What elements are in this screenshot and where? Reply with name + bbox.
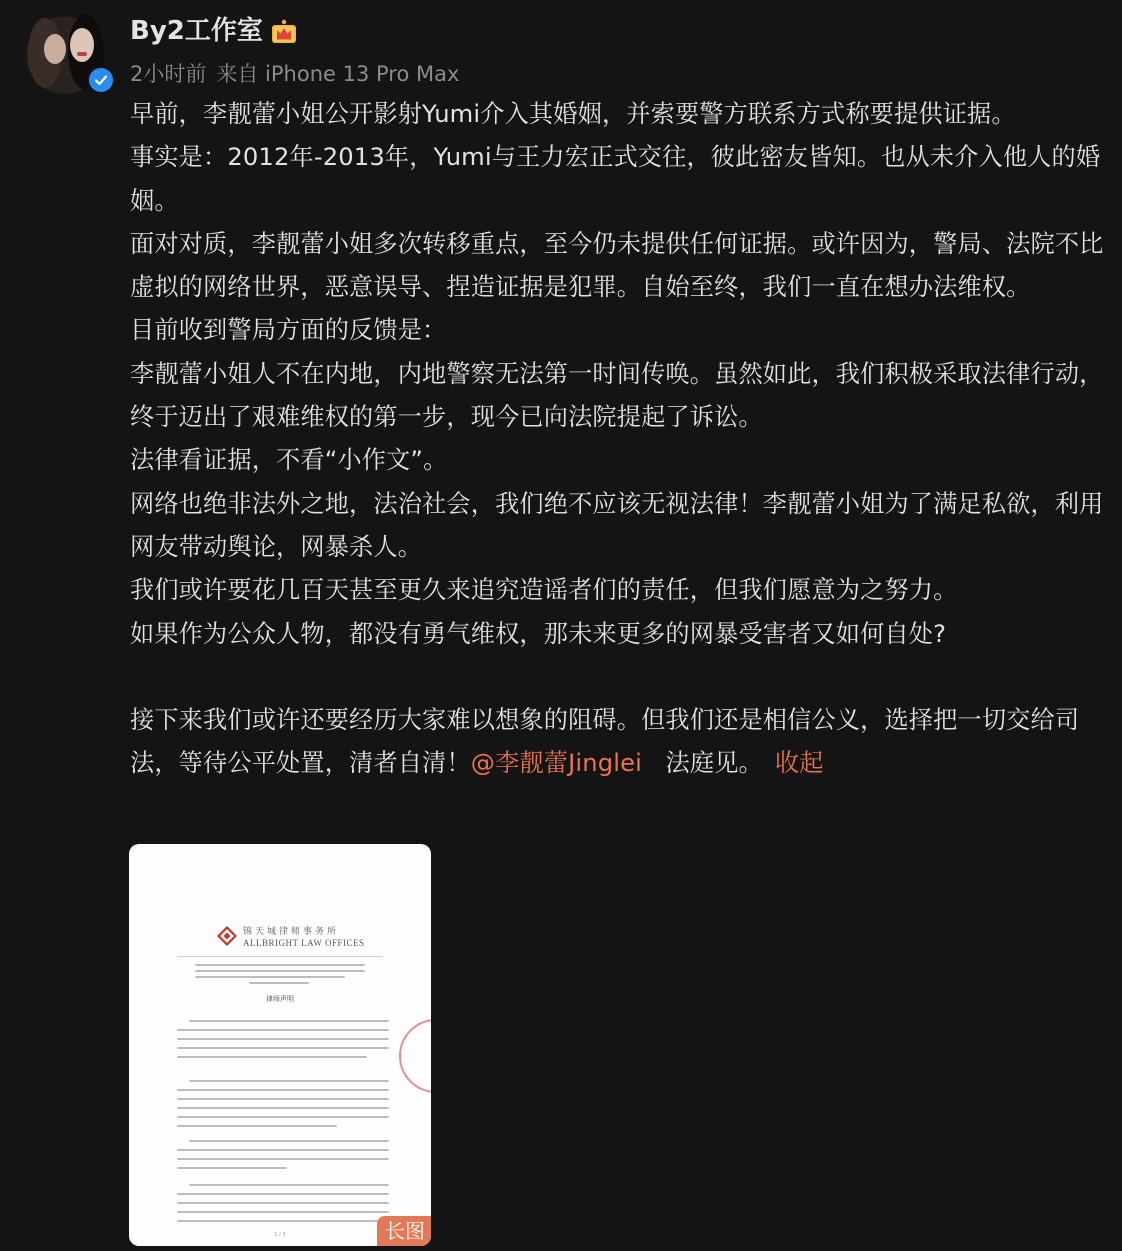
content-paragraph: 目前收到警局方面的反馈是： — [130, 316, 447, 345]
doc-text-line — [189, 1184, 389, 1186]
blank-line — [130, 656, 1105, 699]
final-text: 接下来我们或许还要经历大家难以想象的阻碍。但我们还是相信公义，选择把一切交给司法，等待公平处置，清者自清！ — [130, 706, 1080, 778]
closing-text: 法庭见。 — [665, 749, 763, 778]
doc-text-line — [177, 1149, 389, 1151]
doc-text-line — [195, 964, 365, 966]
doc-text-line — [177, 1158, 389, 1160]
doc-text-line — [249, 982, 309, 984]
doc-text-line — [189, 1140, 389, 1142]
doc-text-line — [177, 1029, 389, 1031]
crown-icon[interactable] — [269, 16, 299, 46]
doc-text-line — [195, 970, 365, 972]
author-name-row — [130, 13, 299, 49]
avatar-lip — [77, 52, 87, 56]
post-time[interactable]: 2小时前 — [130, 62, 207, 86]
avatar-face-right — [70, 28, 94, 62]
post-source: 来自 iPhone 13 Pro Max — [216, 62, 460, 86]
doc-text-line — [177, 1107, 389, 1109]
doc-text-line — [177, 1193, 389, 1195]
content-paragraph: 事实是：2012年-2013年，Yumi与王力宏正式交往，彼此密友皆知。也从未介入他人的婚姻。 — [130, 143, 1101, 215]
mention-link[interactable]: @李靓蕾Jinglei — [470, 749, 642, 778]
content-paragraph: 面对对质，李靓蕾小姐多次转移重点，至今仍未提供任何证据。或许因为，警局、法院不比虚拟的网络世界，恶意误导、捏造证据是犯罪。自始至终，我们一直在想办法维权。 — [130, 229, 1104, 302]
verified-badge-icon — [87, 66, 115, 94]
doc-text-line — [177, 1211, 389, 1213]
doc-text-line — [177, 1047, 389, 1049]
content-paragraph: 我们或许要花几百天甚至更久来追究造谣者们的责任，但我们愿意为之努力。 — [130, 576, 958, 605]
doc-text-line — [177, 1167, 287, 1169]
doc-text-line — [177, 1125, 337, 1127]
author-name[interactable]: By2工作室 — [130, 16, 263, 46]
content-paragraph: 网络也绝非法外之地，法治社会，我们绝不应该无视法律！李靓蕾小姐为了满足私欲，利用网友带动舆论，网暴杀人。 — [130, 489, 1104, 561]
doc-text-line — [177, 1038, 389, 1040]
doc-text-line — [177, 1202, 389, 1204]
doc-text-line — [177, 1089, 389, 1091]
red-seal-stamp — [399, 1019, 431, 1093]
doc-heading: 律师声明 — [266, 995, 294, 1003]
content-paragraph: 如果作为公众人物，都没有勇气维权，那未来更多的网暴受害者又如何自处? — [130, 619, 947, 648]
long-image-badge: 长图 — [377, 1216, 431, 1246]
post-meta — [130, 58, 459, 90]
doc-title-en: ALLBRIGHT LAW OFFICES — [243, 938, 365, 948]
collapse-link[interactable]: 收起 — [774, 749, 824, 778]
avatar-face-left — [44, 34, 66, 64]
attachment-thumbnail[interactable] — [129, 844, 431, 1246]
doc-text-line — [177, 1098, 389, 1100]
doc-text-line — [195, 976, 345, 978]
doc-text-line — [177, 1056, 367, 1058]
post-content — [130, 93, 1105, 786]
checkmark-icon — [94, 73, 108, 87]
doc-text-line — [189, 1080, 389, 1082]
content-paragraph: 法律看证据，不看“小作文”。 — [130, 446, 448, 475]
doc-text-line — [177, 1220, 389, 1222]
content-paragraph: 李靓蕾小姐人不在内地，内地警察无法第一时间传唤。虽然如此，我们积极采取法律行动，终于迈出了艰难维权的第一步，现今已向法院提起了诉讼。 — [130, 359, 1104, 432]
content-paragraph-final — [130, 699, 1105, 786]
content-paragraph: 早前，李靓蕾小姐公开影射Yumi介入其婚姻，并索要警方联系方式称要提供证据。 — [130, 100, 1016, 128]
doc-page-number: 1 / 3 — [274, 1232, 286, 1238]
law-firm-logo-icon — [217, 926, 237, 946]
doc-text-line — [189, 1020, 389, 1022]
doc-divider — [177, 956, 383, 957]
doc-text-line — [177, 1116, 389, 1118]
doc-title-cn: 锦天城律师事务所 — [243, 927, 340, 937]
